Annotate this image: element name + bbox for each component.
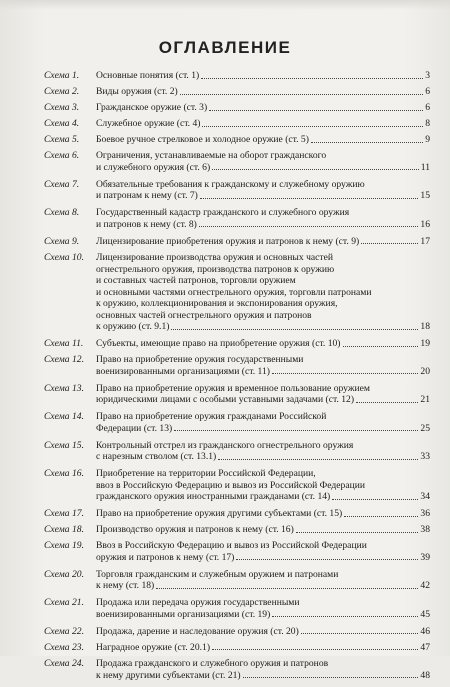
toc-entry-page-number: 18: [420, 321, 430, 333]
toc-entry-title-line: основных частей огнестрельного оружия и патронов: [96, 309, 312, 321]
dot-leader: [156, 588, 418, 589]
toc-entry[interactable]: [44, 102, 430, 114]
toc-entry-page-number: 46: [420, 625, 430, 637]
toc-entry-title-line: Федерации (ст. 13): [96, 422, 173, 434]
toc-entry-title-line: ввоз в Российскую Федерацию и вывоз из Российской Федерации: [96, 479, 365, 491]
toc-entry-title-line: к нему (ст. 18): [96, 580, 155, 592]
dot-leader: [296, 532, 419, 533]
dot-leader: [212, 649, 418, 650]
toc-entry-title-line: Лицензирование приобретения оружия и патронов к нему (ст. 9): [96, 235, 360, 247]
toc-entry-label: Схема 19.: [44, 540, 84, 552]
toc-entry[interactable]: [44, 411, 430, 434]
dot-leader: [201, 78, 423, 79]
toc-entry-title-line: Субъекты, имеющие право на приобретение оружия (ст. 10): [96, 338, 341, 350]
toc-entry-title: [96, 70, 430, 82]
toc-entry[interactable]: [44, 524, 430, 536]
toc-entry-title-line: оружия и патронов к нему (ст. 17): [96, 551, 235, 563]
dot-leader: [236, 559, 418, 560]
dot-leader: [272, 373, 418, 374]
dot-leader: [243, 677, 419, 678]
dot-leader: [272, 616, 418, 617]
toc-entry-title-line: Право на приобретение оружия государственными: [96, 354, 304, 366]
toc-entry-title-line: Торговля гражданским и служебным оружием и патронами: [96, 568, 339, 580]
toc-entry-title: [96, 134, 430, 146]
toc-entry-title-line: Право на приобретение оружия другими субъектами (ст. 15): [96, 508, 343, 520]
dot-leader: [311, 142, 423, 143]
toc-entry-page-number: 15: [420, 190, 430, 202]
dot-leader: [202, 126, 423, 127]
toc-entry-label: Схема 18.: [44, 524, 84, 536]
toc-entry-page-number: 33: [420, 451, 430, 463]
toc-entry-title-line: Служебное оружие (ст. 4): [96, 118, 201, 130]
toc-entry[interactable]: [44, 150, 430, 173]
dot-leader: [343, 346, 419, 347]
toc-entry-title: [96, 524, 430, 536]
toc-entry-title-line: Обязательные требования к гражданскому и служебному оружию: [96, 178, 365, 190]
toc-entry-title-line: и служебного оружия (ст. 6): [96, 161, 211, 173]
toc-entry[interactable]: [44, 338, 430, 350]
toc-entry-label: Схема 8.: [44, 207, 80, 219]
toc-entry[interactable]: [44, 236, 430, 248]
toc-entry-title-line: огнестрельного оружия, производства патронов к оружию: [96, 263, 335, 275]
toc-entry-title: [96, 642, 430, 654]
toc-entry-title-line: Виды оружия (ст. 2): [96, 86, 178, 98]
toc-entry[interactable]: [44, 642, 430, 654]
toc-entry-page-number: 6: [425, 102, 430, 114]
toc-entry-page-number: 36: [420, 508, 430, 520]
toc-entry-title: [96, 86, 430, 98]
dot-leader: [171, 329, 418, 330]
toc-entry-title-line: гражданского оружия иностранными гражданами (ст. 14): [96, 491, 331, 503]
toc-entry-title-line: Контрольный отстрел из гражданского огнестрельного оружия: [96, 439, 354, 451]
dot-leader: [209, 110, 423, 111]
toc-entry[interactable]: [44, 440, 430, 463]
toc-entry[interactable]: [44, 658, 430, 681]
toc-entry[interactable]: [44, 86, 430, 98]
toc-entry-title-line: Право на приобретение оружия и временное пользование оружием: [96, 382, 370, 394]
toc-entry-label: Схема 16.: [44, 468, 84, 480]
toc-entry-page-number: 17: [420, 235, 430, 247]
toc-entry-title: [96, 468, 430, 503]
toc-entry-title: [96, 236, 430, 248]
toc-entry[interactable]: [44, 252, 430, 333]
toc-entry-label: Схема 3.: [44, 102, 80, 114]
toc-entry-label: Схема 21.: [44, 597, 84, 609]
toc-entry-label: Схема 7.: [44, 178, 80, 190]
toc-entry[interactable]: [44, 354, 430, 377]
dot-leader: [199, 226, 419, 227]
toc-entry-title-line: Продажа гражданского и служебного оружия и патронов: [96, 658, 329, 670]
dot-leader: [218, 459, 418, 460]
toc-entry-label: Схема 2.: [44, 86, 80, 98]
toc-entry-label: Схема 1.: [44, 70, 80, 81]
toc-entry-page-number: 11: [420, 161, 430, 173]
toc-entry-title-line: Гражданское оружие (ст. 3): [96, 102, 208, 114]
toc-entry[interactable]: [44, 597, 430, 620]
toc-entry-label: Схема 23.: [44, 641, 84, 653]
toc-entry-title: [96, 540, 430, 563]
toc-entry-label: Схема 13.: [44, 382, 84, 394]
toc-entry-title: [96, 658, 430, 681]
table-of-contents: [44, 70, 430, 687]
toc-entry-label: Схема 14.: [44, 411, 84, 423]
toc-heading: ОГЛАВЛЕНИЕ: [158, 38, 292, 57]
toc-entry-label: Схема 15.: [44, 439, 84, 451]
toc-entry[interactable]: [44, 468, 430, 503]
toc-entry-title-line: Государственный кадастр гражданского и служебного оружия: [96, 207, 350, 219]
toc-entry-title-line: Основные понятия (ст. 1): [96, 70, 200, 81]
toc-entry-page-number: 16: [420, 218, 430, 230]
toc-entry-title-line: Продажа, дарение и наследование оружия (ст. 20): [96, 625, 299, 637]
dot-leader: [344, 516, 418, 517]
toc-entry-page-number: 6: [425, 86, 430, 98]
toc-entry-page-number: 9: [425, 134, 430, 146]
toc-entry-label: Схема 17.: [44, 508, 84, 520]
toc-entry-title-line: с нарезным стволом (ст. 13.1): [96, 451, 217, 463]
toc-entry-title-line: Ограничения, устанавливаемые на оборот гражданского: [96, 150, 327, 162]
toc-entry-title-line: военизированными организациями (ст. 11): [96, 365, 270, 377]
toc-entry-title: [96, 626, 430, 638]
dot-leader: [301, 633, 419, 634]
toc-entry-title-line: и составных частей патронов, торговли оружием: [96, 275, 296, 287]
toc-entry-title: [96, 354, 430, 377]
toc-entry-title-line: Производство оружия и патронов к нему (ст. 16): [96, 524, 294, 536]
toc-entry-title-line: Боевое ручное стрелковое и холодное оружие (ст. 5): [96, 134, 309, 146]
toc-entry-title-line: Продажа или передача оружия государственными: [96, 597, 300, 609]
toc-entry-title-line: Право на приобретение оружия гражданами Российской: [96, 411, 327, 423]
toc-entry-title: [96, 508, 430, 520]
toc-entry-label: Схема 22.: [44, 625, 84, 637]
toc-entry-title-line: к нему другими субъектами (ст. 21): [96, 669, 241, 681]
toc-entry[interactable]: [44, 540, 430, 563]
toc-entry-page-number: 25: [420, 422, 430, 434]
toc-entry-title: [96, 150, 430, 173]
toc-entry-title-line: Наградное оружие (ст. 20.1): [96, 641, 211, 653]
toc-entry[interactable]: [44, 626, 430, 638]
toc-entry-label: Схема 6.: [44, 150, 80, 162]
toc-entry-title: [96, 383, 430, 406]
toc-entry-title: [96, 597, 430, 620]
toc-entry-title: [96, 252, 430, 333]
toc-entry-title-line: к оружию (ст. 9.1): [96, 321, 170, 333]
toc-entry-title: [96, 179, 430, 202]
toc-entry-title: [96, 411, 430, 434]
toc-entry-title-line: и патронов к нему (ст. 8): [96, 218, 197, 230]
toc-entry-label: Схема 10.: [44, 252, 84, 264]
dot-leader: [361, 243, 418, 244]
toc-entry-label: Схема 4.: [44, 118, 80, 130]
toc-entry-page-number: 3: [425, 70, 430, 81]
toc-entry-title-line: Ввоз в Российскую Федерацию и вывоз из Российской Федерации: [96, 540, 367, 552]
toc-entry-label: Схема 12.: [44, 354, 84, 366]
toc-entry-title-line: и патронам к нему (ст. 7): [96, 190, 198, 202]
toc-entry-page-number: 38: [420, 524, 430, 536]
toc-entry[interactable]: [44, 508, 430, 520]
toc-entry-title-line: и основными частями огнестрельного оружия, торговли патронами: [96, 286, 372, 298]
toc-entry-label: Схема 24.: [44, 658, 84, 670]
toc-entry-title: [96, 569, 430, 592]
toc-entry-label: Схема 5.: [44, 134, 80, 146]
toc-entry[interactable]: [44, 179, 430, 202]
toc-entry-title: [96, 440, 430, 463]
toc-entry-page-number: 21: [420, 394, 430, 406]
toc-entry-title: [96, 207, 430, 230]
previous-page-bleed: [0, 0, 450, 10]
toc-entry-title: [96, 118, 430, 130]
toc-entry-page-number: 20: [420, 365, 430, 377]
toc-entry-title-line: военизированными организациями (ст. 19): [96, 608, 271, 620]
toc-entry[interactable]: [44, 569, 430, 592]
toc-entry[interactable]: [44, 134, 430, 146]
toc-entry-title-line: Лицензирование производства оружия и основных частей: [96, 252, 333, 264]
dot-leader: [332, 499, 418, 500]
toc-entry-label: Схема 9.: [44, 235, 80, 247]
toc-entry[interactable]: [44, 207, 430, 230]
toc-entry-page-number: 47: [420, 641, 430, 653]
toc-entry-title: [96, 102, 430, 114]
dot-leader: [200, 198, 419, 199]
toc-entry-page-number: 19: [420, 338, 430, 350]
toc-entry[interactable]: [44, 70, 430, 82]
toc-entry[interactable]: [44, 383, 430, 406]
toc-entry-page-number: 8: [425, 118, 430, 130]
toc-entry-title: [96, 338, 430, 350]
dot-leader: [174, 430, 418, 431]
dot-leader: [356, 402, 418, 403]
toc-entry-label: Схема 20.: [44, 568, 84, 580]
toc-entry-title-line: Приобретение на территории Российской Федерации,: [96, 468, 316, 480]
dot-leader: [212, 169, 419, 170]
toc-entry-label: Схема 11.: [44, 338, 84, 350]
toc-entry-page-number: 39: [420, 551, 430, 563]
toc-entry-page-number: 45: [420, 608, 430, 620]
toc-entry-title-line: юридическими лицами с особыми уставными задачами (ст. 12): [96, 394, 355, 406]
dot-leader: [180, 94, 424, 95]
toc-entry-page-number: 42: [420, 580, 430, 592]
toc-entry-page-number: 34: [420, 491, 430, 503]
toc-entry-page-number: 48: [420, 669, 430, 681]
toc-entry-title-line: к оружию, коллекционирования и экспонирования оружия,: [96, 298, 338, 310]
toc-entry[interactable]: [44, 118, 430, 130]
